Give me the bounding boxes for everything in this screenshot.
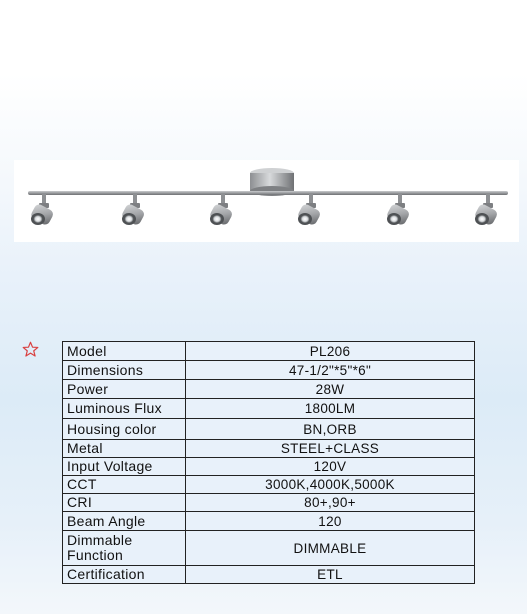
spec-label: Dimmable Function [63, 531, 186, 566]
spec-value: 80+,90+ [186, 494, 475, 512]
spec-value: 47-1/2"*5"*6" [186, 361, 475, 380]
spec-label: Beam Angle [63, 512, 186, 531]
spec-value: 28W [186, 380, 475, 399]
spec-row-beam-angle [63, 512, 475, 531]
spec-label: Metal [63, 440, 186, 458]
spec-row-metal [63, 440, 475, 458]
spec-row-dimmable-function [63, 531, 475, 566]
product-image [14, 160, 519, 242]
spec-row-dimensions [63, 361, 475, 380]
spec-row-luminous-flux [63, 399, 475, 419]
spec-row-cri [63, 494, 475, 512]
spec-label: CCT [63, 476, 186, 494]
spec-value: 1800LM [186, 399, 475, 419]
spec-table [62, 341, 475, 584]
spec-label: Housing color [63, 419, 186, 440]
spec-value: 120 [186, 512, 475, 531]
spec-value: PL206 [186, 342, 475, 361]
spec-label: Dimensions [63, 361, 186, 380]
star-outline-icon [22, 341, 39, 358]
spec-value: DIMMABLE [186, 531, 475, 566]
spec-value: STEEL+CLASS [186, 440, 475, 458]
spec-value: 3000K,4000K,5000K [186, 476, 475, 494]
spec-label: Certification [63, 566, 186, 584]
spec-row-model [63, 342, 475, 361]
spec-label: Power [63, 380, 186, 399]
spec-value: 120V [186, 458, 475, 476]
spec-row-housing-color [63, 419, 475, 440]
spec-label: Model [63, 342, 186, 361]
track-light-fixture-icon [14, 160, 519, 242]
spec-value: BN,ORB [186, 419, 475, 440]
spec-row-certification [63, 566, 475, 584]
spec-label: CRI [63, 494, 186, 512]
spec-row-cct [63, 476, 475, 494]
spec-label: Luminous Flux [63, 399, 186, 419]
spec-label: Input Voltage [63, 458, 186, 476]
spec-row-input-voltage [63, 458, 475, 476]
spec-row-power [63, 380, 475, 399]
spec-value: ETL [186, 566, 475, 584]
